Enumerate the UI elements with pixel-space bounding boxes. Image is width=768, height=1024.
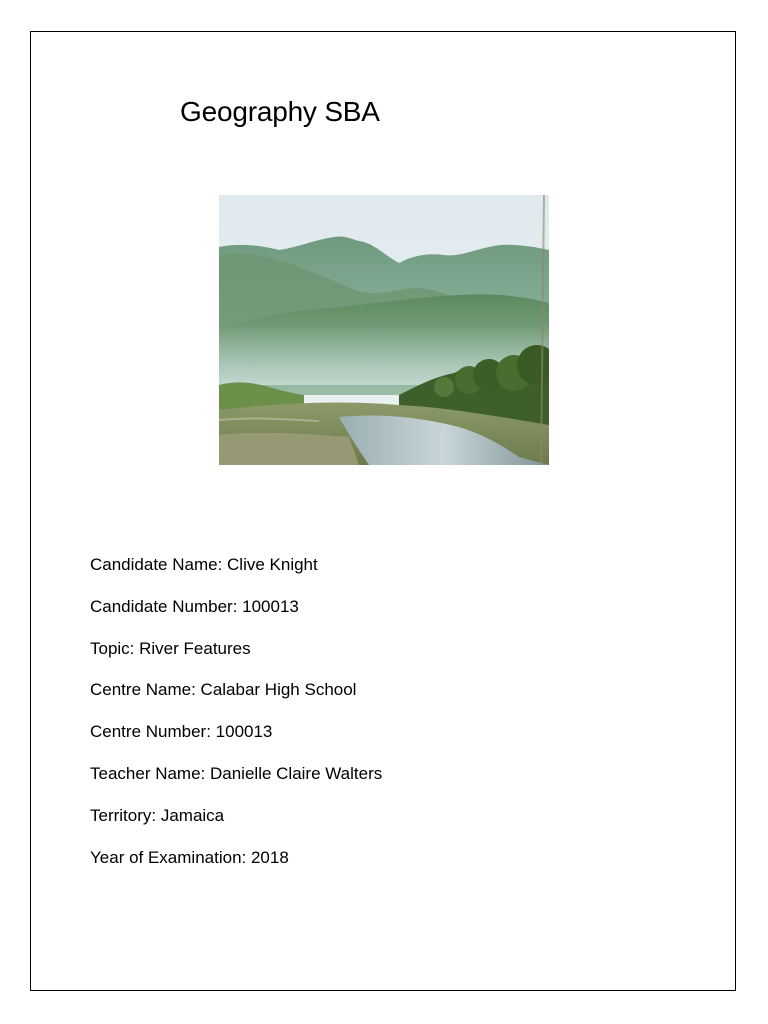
document-page bbox=[30, 31, 736, 991]
centre-name-line: Centre Name: Calabar High School bbox=[90, 680, 357, 700]
candidate-name-line: Candidate Name: Clive Knight bbox=[90, 555, 318, 574]
centre-number-line: Centre Number: 100013 bbox=[90, 722, 273, 742]
topic-line: Topic: River Features bbox=[90, 638, 251, 658]
document-title: Geography SBA bbox=[180, 96, 380, 127]
year-of-examination-line: Year of Examination: 2018 bbox=[90, 847, 289, 867]
cover-photo bbox=[219, 195, 549, 465]
candidate-number-line: Candidate Number: 100013 bbox=[90, 596, 299, 616]
teacher-name-line: Teacher Name: Danielle Claire Walters bbox=[90, 763, 383, 783]
candidate-details-list bbox=[90, 554, 382, 888]
territory-line: Territory: Jamaica bbox=[90, 805, 225, 825]
